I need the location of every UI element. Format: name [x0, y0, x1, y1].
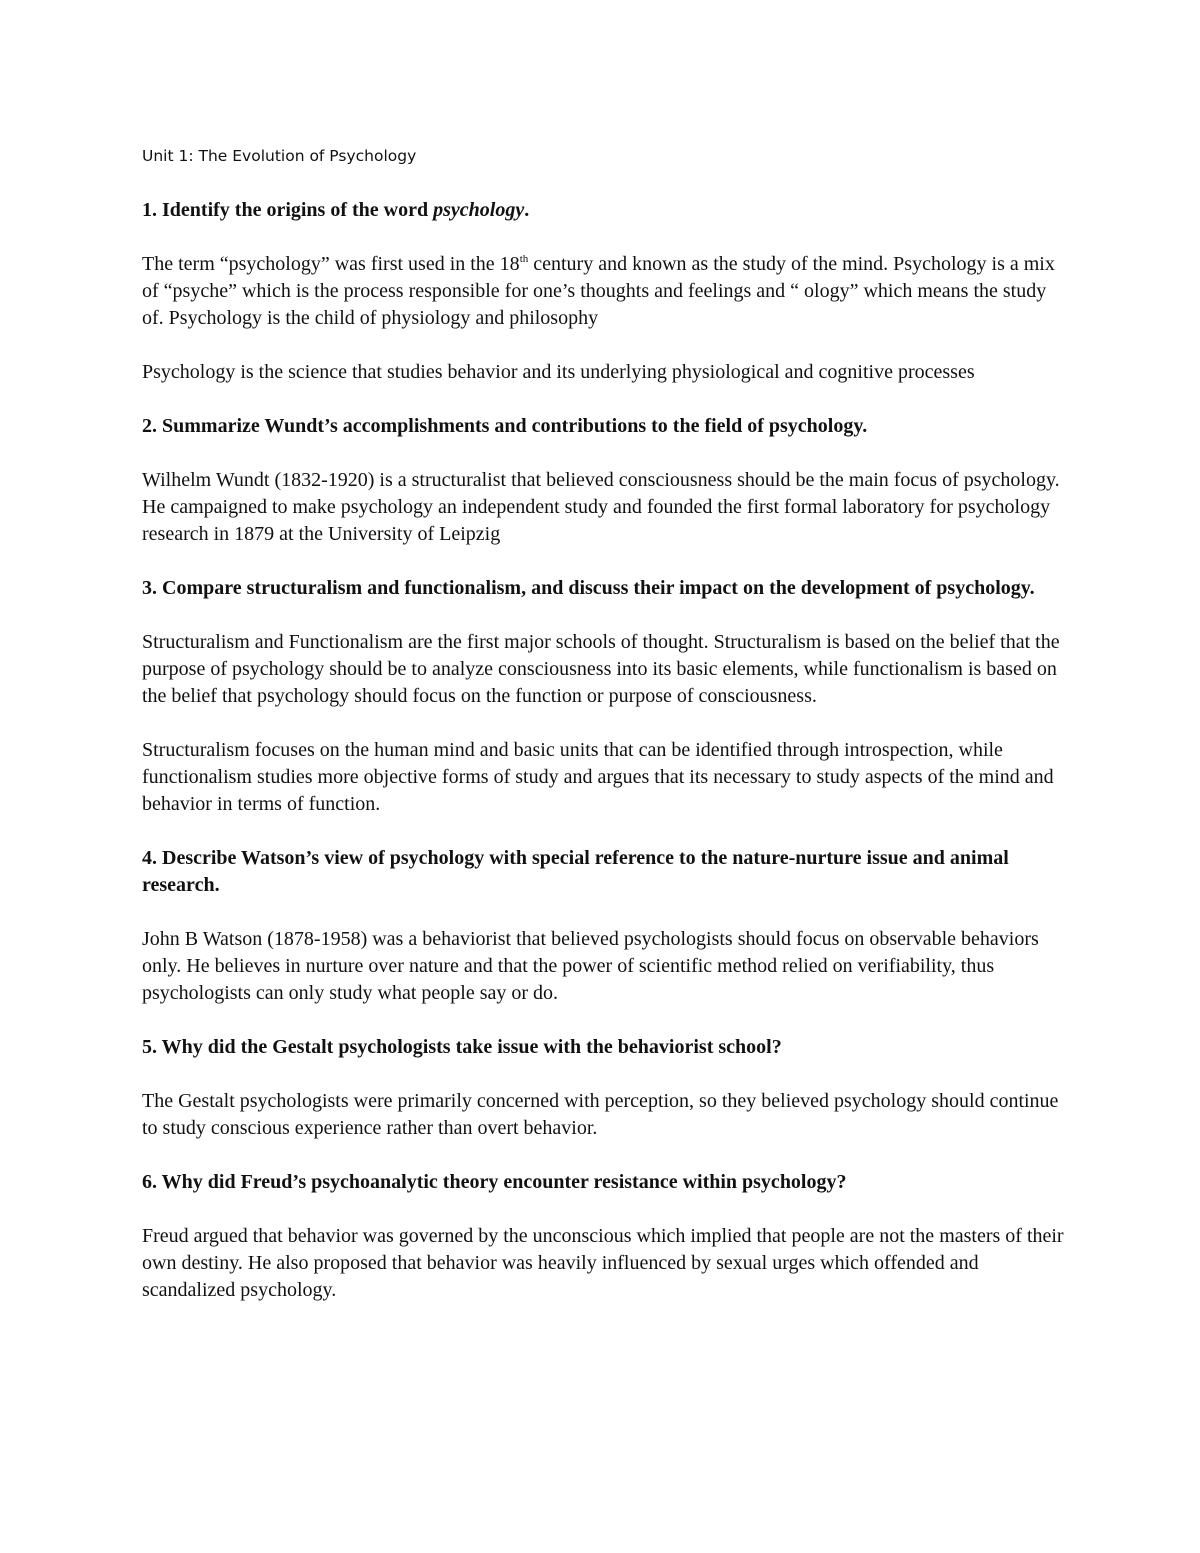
question-2: 2. Summarize Wundt’s accomplishments and contributions to the field of psychology. [142, 415, 868, 437]
question-5: 5. Why did the Gestalt psychologists take issue with the behaviorist school? [142, 1036, 782, 1058]
answer-2-paragraph-1: Wilhelm Wundt (1832-1920) is a structuralist that believed consciousness should be the main focus of psychology. He campaigned to make psychology an independent study and founded the first formal laboratory for psychology research in 1879 at the University of Leipzig [142, 469, 1060, 545]
question-1-emphasis: psychology [433, 199, 525, 221]
answer-3-paragraph-1: Structuralism and Functionalism are the first major schools of thought. Structuralism is based on the belief that the purpose of psychology should be to analyze consciousness into its basic elements, while functionalism is based on the belief that psychology should focus on the function or purpose of consciousness. [142, 631, 1060, 707]
answer-1-paragraph-1 [142, 251, 1067, 332]
answer-4-paragraph-1: John B Watson (1878-1958) was a behaviorist that believed psychologists should focus on observable behaviors only. He believes in nurture over nature and that the power of scientific method relied on verifiability, thus psychologists can only study what people say or do. [142, 928, 1039, 1004]
question-3: 3. Compare structuralism and functionalism, and discuss their impact on the development of psychology. [142, 577, 1035, 599]
question-6: 6. Why did Freud’s psychoanalytic theory encounter resistance within psychology? [142, 1171, 847, 1193]
answer-1-paragraph-2: Psychology is the science that studies behavior and its underlying physiological and cognitive processes [142, 361, 975, 383]
question-4: 4. Describe Watson’s view of psychology with special reference to the nature-nurture issue and animal research. [142, 847, 1009, 896]
question-1-suffix: . [524, 199, 530, 221]
ordinal-superscript: th [519, 253, 529, 265]
answer-5-paragraph-1: The Gestalt psychologists were primarily concerned with perception, so they believed psychology should continue to study conscious experience rather than overt behavior. [142, 1090, 1059, 1139]
question-1-prefix: 1. Identify the origins of the word [142, 199, 434, 221]
answer-1-paragraph-1-part2: century and known as the study of the mind. Psychology is a mix of “psyche” which is the process responsible for one’s thoughts and feelings and “ ology” which means the study of. Psychology is the child of physiology and philosophy [142, 253, 1055, 329]
answer-1-paragraph-1-part1: The term “psychology” was first used in the 18 [142, 253, 520, 275]
answer-6-paragraph-1: Freud argued that behavior was governed by the unconscious which implied that people are not the masters of their own destiny. He also proposed that behavior was heavily influenced by sexual urges which offended and scandalized psychology. [142, 1225, 1064, 1301]
document-body [142, 144, 1067, 1331]
document-title: Unit 1: The Evolution of Psychology [142, 147, 417, 165]
question-1 [142, 197, 1067, 224]
answer-3-paragraph-2: Structuralism focuses on the human mind and basic units that can be identified through introspection, while functionalism studies more objective forms of study and argues that its necessary to study aspects of the mind and behavior in terms of function. [142, 739, 1054, 815]
